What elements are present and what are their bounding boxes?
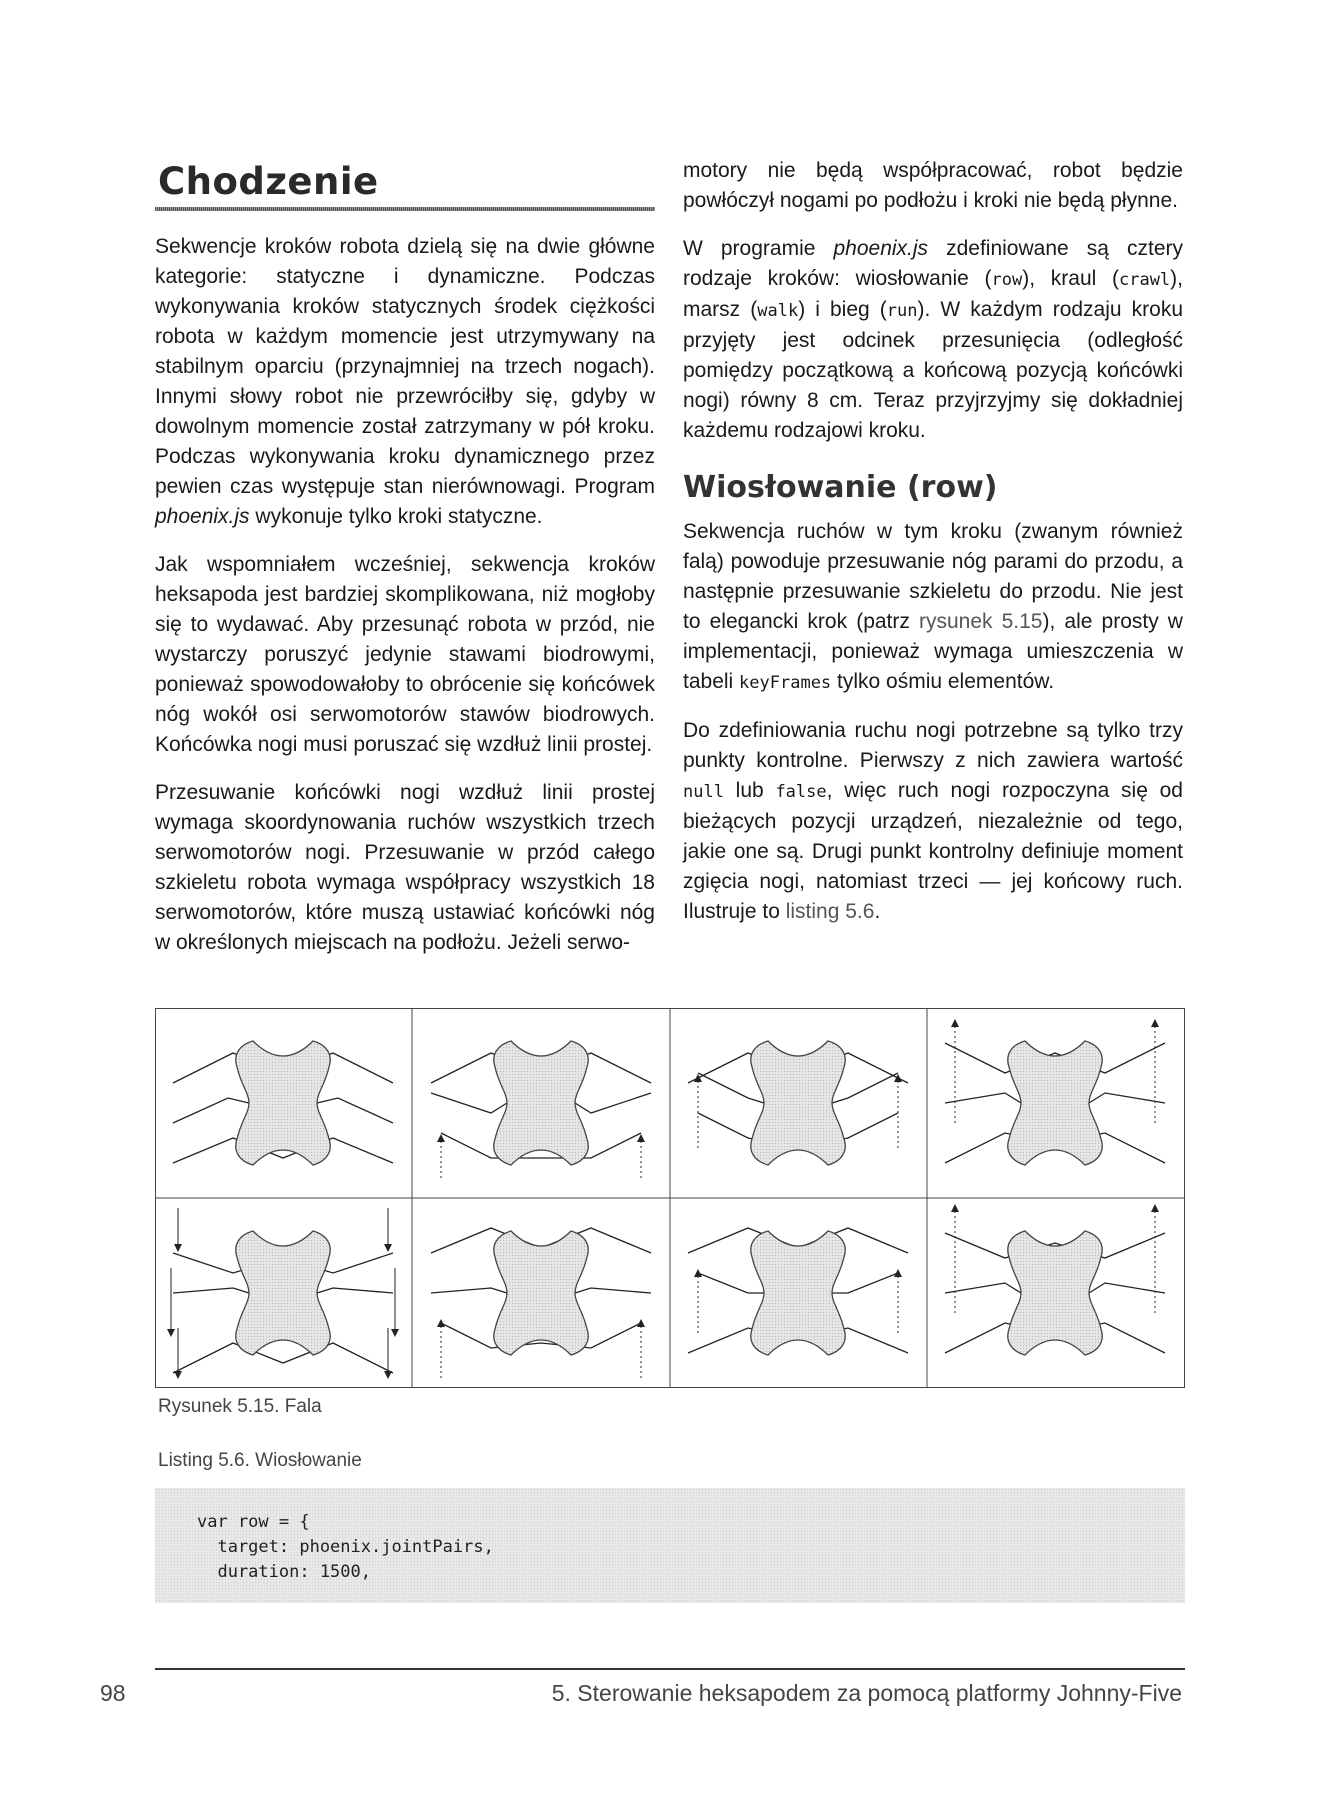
paragraph-sequence-complexity: Jak wspomniałem wcześniej, sekwencja kroków heksapoda jest bardziej skomplikowana, niż mogłoby się to wydawać. Aby przesunąć robota w przód, nie wystarczy poruszyć jedynie stawami biodrowymi, ponieważ spowodowałoby to obrócenie się końcówek nóg wokół osi serwomotorów stawów biodrowych. Końcówka nogi musi poruszać się wzdłuż linii prostej. [155, 553, 655, 756]
code-line: duration: 1500, [197, 1562, 371, 1582]
panel-4 [945, 1023, 1165, 1165]
code-line: target: phoenix.jointPairs, [197, 1537, 494, 1557]
panel-7 [688, 1228, 908, 1355]
panel-8 [945, 1208, 1165, 1355]
left-column [155, 232, 655, 976]
paragraph-servo-cooperation: motory nie będą współpracować, robot będzie powłóczył nogami po podłożu i kroki nie będą płynne. [683, 159, 1183, 212]
paragraph-static-dynamic: Sekwencje kroków robota dzielą się na dwie główne kategorie: statyczne i dynamiczne. Podczas wykonywania kroków statycznych środek ciężkości robota w każdym momencie jest utrzymywany na stabilnym oparciu (przynajmniej na trzech nogach). Innymi słowy robot nie przewróciłby się, gdyby w dowolnym momencie został zatrzymany w pół kroku. Podczas wykonywania kroku dynamicznego przez pewien czas występuje stan nierównowagi. Program phoenix.js wykonuje tylko kroki statyczne. [155, 235, 655, 528]
paragraph-wave-description: Sekwencja ruchów w tym kroku (zwanym również falą) powoduje przesuwanie nóg parami do przodu, a następnie przesuwanie szkieletu do przodu. Nie jest to elegancki krok (patrz rysunek 5.15), ale prosty w implementacji, ponieważ wymaga umieszczenia w tabeli keyFrames tylko ośmiu elementów. [683, 520, 1183, 693]
paragraph-step-types: W programie phoenix.js zdefiniowane są cztery rodzaje kroków: wiosłowanie (row), kraul (crawl), marsz (walk) i bieg (run). W każdym rodzaju kroku przyjęty jest odcinek przesunięcia (odległość pomiędzy początkową a końcową pozycją końcówki nogi) równy 8 cm. Teraz przyjrzyjmy się dokładniej każdemu rodzajowi kroku. [683, 237, 1183, 442]
heading-underline [155, 207, 655, 211]
right-column [683, 156, 1183, 945]
section-heading-wioslowanie: Wiosłowanie (row) [683, 470, 998, 505]
code-line: var row = { [197, 1512, 310, 1532]
listing-reference-link[interactable]: listing 5.6 [785, 900, 875, 923]
running-footer-title: 5. Sterowanie heksapodem za pomocą platformy Johnny-Five [551, 1680, 1182, 1706]
code-listing [155, 1488, 1185, 1603]
paragraph-control-points: Do zdefiniowania ruchu nogi potrzebne są tylko trzy punkty kontrolne. Pierwszy z nich zawiera wartość null lub false, więc ruch nogi rozpoczyna się od bieżących pozycji urządzeń, niezależnie od tego, jakie one są. Drugi punkt kontrolny definiuje moment zgięcia nogi, natomiast trzeci — jej końcowy ruch. Ilustruje to listing 5.6. [683, 719, 1183, 923]
panel-6 [431, 1228, 651, 1378]
footer-divider [155, 1668, 1185, 1670]
panel-2 [431, 1041, 651, 1178]
panel-5 [171, 1208, 395, 1375]
section-heading-chodzenie: Chodzenie [158, 160, 379, 203]
panel-1 [173, 1041, 393, 1165]
figure-reference-link[interactable]: rysunek 5.15 [918, 610, 1043, 633]
page-number: 98 [100, 1680, 126, 1706]
wave-gait-figure [155, 1008, 1185, 1388]
figure-caption: Rysunek 5.15. Fala [158, 1396, 322, 1417]
paragraph-straight-line: Przesuwanie końcówki nogi wzdłuż linii prostej wymaga skoordynowania ruchów wszystkich trzech serwomotorów nogi. Przesuwanie w przód całego szkieletu robota wymaga współpracy wszystkich 18 serwomotorów, które muszą ustawiać końcówki nóg w określonych miejscach na podłożu. Jeżeli serwo- [155, 781, 655, 954]
listing-caption: Listing 5.6. Wiosłowanie [158, 1450, 362, 1471]
panel-3 [688, 1041, 908, 1165]
